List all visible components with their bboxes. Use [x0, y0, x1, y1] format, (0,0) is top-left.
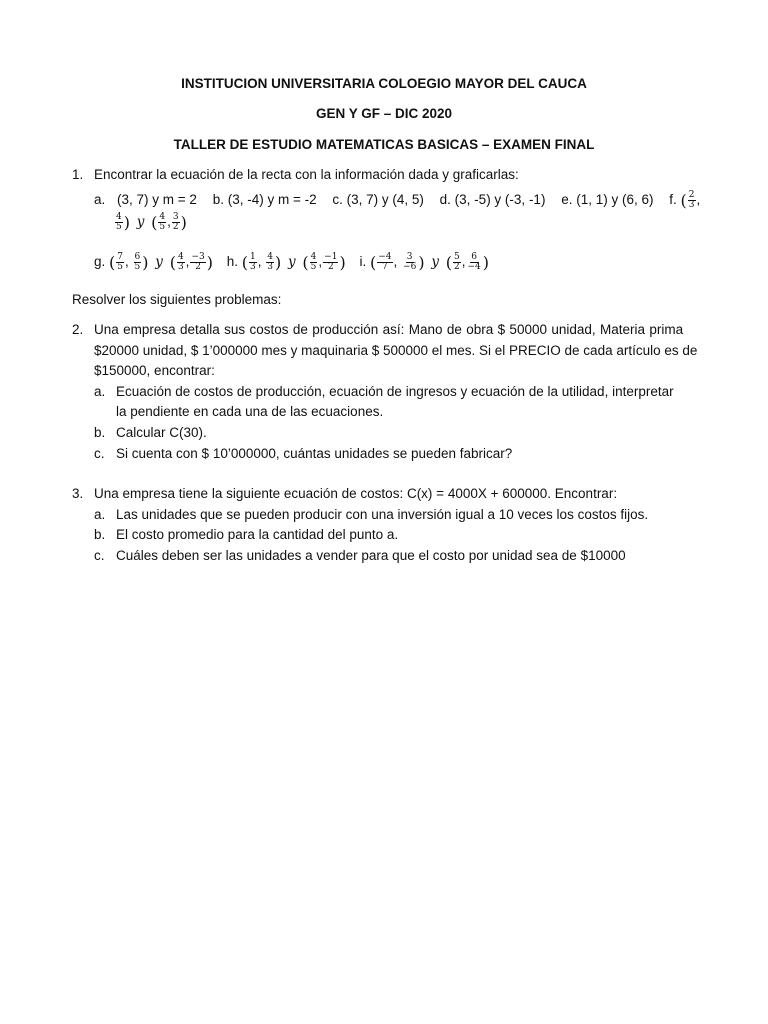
q1-c: c. (3, 7) y (4, 5)	[332, 192, 424, 208]
q2-a-line2: la pendiente en cada una de las ecuaciones.	[116, 404, 384, 419]
fraction: $\frac{6}{5}$	[134, 252, 141, 272]
q3-text: Una empresa tiene la siguiente ecuación de costos: C(x) = 4000X + 600000. Encontrar:	[94, 486, 618, 501]
q1-g-label: g.	[94, 254, 106, 270]
q2-a-label: a.	[94, 384, 106, 399]
q1-a: (3, 7) y m = 2	[117, 192, 197, 208]
math-y: y	[288, 254, 296, 271]
q3-b: El costo promedio para la cantidad del punto a.	[116, 527, 399, 542]
fraction: $\frac{4}{3}$	[267, 252, 273, 272]
fraction: $\frac{-1}{2}$	[324, 252, 338, 272]
fraction: $\frac{2}{3}$	[688, 190, 695, 210]
fraction: $\frac{4}{5}$	[159, 212, 166, 232]
q1-e: e. (1, 1) y (6, 6)	[561, 192, 654, 208]
fraction: $\frac{3}{2}$	[172, 212, 179, 232]
q3-c: Cuáles deben ser las unidades a vender para que el costo por unidad sea de $10000	[116, 548, 626, 563]
q1-items-row1	[94, 191, 700, 210]
q2-b: Calcular C(30).	[116, 425, 207, 440]
math-y: y	[155, 254, 163, 271]
math-y: y	[136, 214, 145, 231]
q3-number: 3.	[72, 486, 84, 501]
q3-c-label: c.	[94, 548, 105, 563]
q1-i-label: i.	[359, 254, 367, 270]
q1-items-row2: g. ( $\frac{7}{5}$ , $\frac{6}{5}$ ) y ( $\frac{4}{3}$ , $\frac{-3}{2}$ ) h. ( $\frac{1}{3}$ , $\frac{4}{3}$ ) y ( $\frac{4}{5}$ , $\frac{-1}{2}$ ) i. ( $\frac{-4}{7}$ , $\frac{3}{-6}$ ) y ( $\frac{5}{2}$ , $\frac{6}{-4}$ )	[94, 252, 490, 272]
fraction: $\frac{5}{2}$	[453, 252, 460, 272]
q3-b-label: b.	[94, 527, 106, 542]
q2-line3: $150000, encontrar:	[94, 363, 215, 378]
q1-b: b. (3, -4) y m = -2	[212, 192, 317, 208]
institution-title: INSTITUCION UNIVERSITARIA COLOEGIO MAYOR DEL CAUCA	[181, 76, 587, 91]
math-y: y	[431, 254, 439, 271]
fraction: $\frac{1}{3}$	[250, 252, 256, 272]
q1-f-label: f.	[669, 192, 677, 208]
fraction: $\frac{6}{-4}$	[467, 252, 481, 272]
resolver-heading: Resolver los siguientes problemas:	[72, 292, 282, 307]
q1-number: 1.	[72, 167, 84, 182]
fraction: $\frac{3}{-6}$	[403, 252, 417, 272]
q2-a-line1: Ecuación de costos de producción, ecuación de ingresos y ecuación de la utilidad, interpretar	[116, 384, 674, 399]
q2-number: 2.	[72, 322, 84, 337]
q2-line1: Una empresa detalla sus costos de producción así: Mano de obra $ 50000 unidad, Materia prima	[94, 322, 684, 337]
comma: ,	[696, 192, 701, 208]
q2-b-label: b.	[94, 425, 106, 440]
q2-line2: $20000 unidad, $ 1’000000 mes y maquinaria $ 500000 el mes. Si el PRECIO de cada artículo es de	[94, 343, 698, 358]
q2-c: Si cuenta con $ 10’000000, cuántas unidades se pueden fabricar?	[116, 446, 513, 461]
q2-c-label: c.	[94, 446, 105, 461]
fraction: $\frac{-4}{7}$	[378, 252, 392, 272]
q3-a-label: a.	[94, 507, 106, 522]
workshop-title: TALLER DE ESTUDIO MATEMATICAS BASICAS – EXAMEN FINAL	[173, 137, 595, 152]
fraction: $\frac{7}{5}$	[117, 252, 124, 272]
paren-open: (	[680, 191, 687, 210]
q1-items-row1-cont: $\frac{4}{5}$ ) y ( $\frac{4}{5}$ , $\frac{3}{2}$ )	[116, 212, 187, 232]
q1-d: d. (3, -5) y (-3, -1)	[439, 192, 546, 208]
fraction: $\frac{-3}{2}$	[191, 252, 205, 272]
q1-text: Encontrar la ecuación de la recta con la información dada y graficarlas:	[94, 167, 519, 182]
q3-a: Las unidades que se pueden producir con una inversión igual a 10 veces los costos fijos.	[116, 507, 649, 522]
fraction: $\frac{4}{3}$	[177, 252, 184, 272]
fraction: $\frac{4}{5}$	[116, 212, 122, 232]
q1-h-label: h.	[226, 254, 238, 270]
q1-a-label: a.	[94, 192, 106, 208]
group-title: GEN Y GF – DIC 2020	[315, 106, 453, 121]
fraction: $\frac{4}{5}$	[310, 252, 317, 272]
